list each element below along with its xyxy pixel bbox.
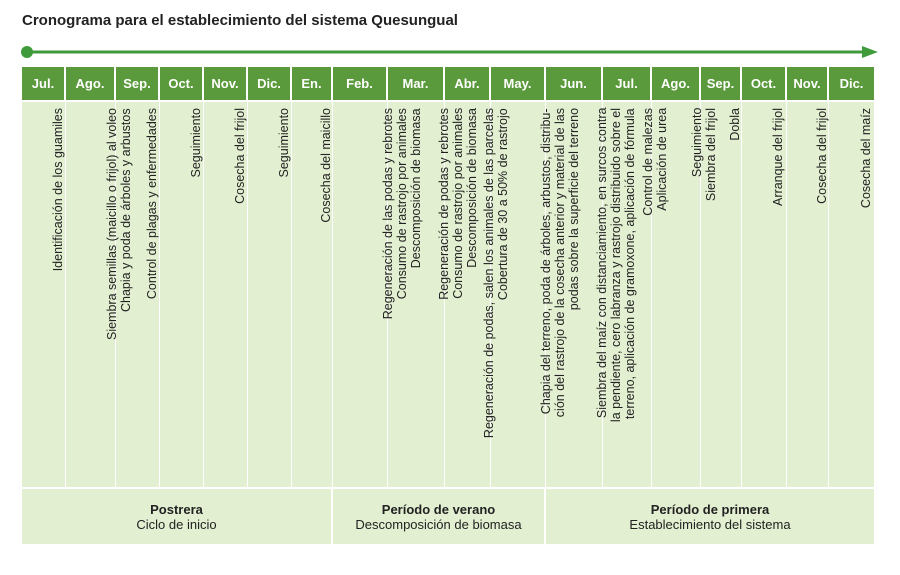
month-header: En.	[292, 67, 333, 100]
month-header: Mar.	[388, 67, 445, 100]
activity-cell	[204, 102, 248, 487]
month-header: Dic.	[248, 67, 292, 100]
month-header: Dic.	[839, 76, 864, 91]
month-header: Jul.	[603, 67, 652, 100]
activity-cell	[829, 102, 874, 487]
periods-row	[22, 489, 874, 544]
activity-text: Siembra del maíz con distanciamiento, en surcos contra la pendiente, cero labranza y rastrojo distribuido sobre el terreno, aplicación de gramoxone, aplicación de fórmula	[595, 108, 637, 423]
period-subtitle: Ciclo de inicio	[136, 516, 217, 532]
month-header-row	[22, 67, 874, 100]
activity-cell	[491, 102, 581, 487]
activity-text: Chapia del terreno, poda de árboles, arbustos, distribu- ción del rastrojo de la cosecha anterior y material de las podas sobre la superficie del terreno	[539, 108, 581, 418]
activity-cell	[701, 102, 742, 487]
activity-text: Regeneración de podas y rebrotes Consumo de rastrojo por animales Descomposición de biomasa	[437, 108, 479, 300]
activity-text: Cosecha del maicillo	[319, 108, 333, 223]
activity-text: Cosecha del maíz	[858, 108, 873, 209]
activity-cell	[652, 102, 718, 487]
activity-cell	[445, 102, 510, 487]
activity-cell	[292, 102, 333, 487]
month-header: Sep.	[701, 67, 742, 100]
period-name: Período de verano	[381, 501, 496, 517]
month-header: Abr.	[445, 67, 491, 100]
activity-text: Seguimiento	[188, 108, 203, 178]
activity-text: Control de plagas y enfermedades	[144, 108, 159, 300]
period-subtitle: Establecimiento del sistema	[629, 516, 791, 532]
period-subtitle: Descomposición de biomasa	[355, 516, 522, 532]
activity-cell	[116, 102, 160, 487]
month-header: Jul.	[22, 67, 66, 100]
month-header: May.	[491, 67, 546, 100]
activity-cell	[603, 102, 669, 487]
month-header: Nov.	[204, 67, 248, 100]
month-header: Oct.	[160, 67, 204, 100]
activity-text: Dobla	[728, 108, 742, 141]
activities-row	[22, 102, 874, 487]
activity-text: Seguimiento Siembra del frijol	[690, 108, 718, 202]
activity-text: Siembra semillas (maicillo o frijol) al voleo Chapia y poda de árboles y arbustos	[104, 108, 133, 341]
activity-cell	[787, 102, 829, 487]
activity-cell	[160, 102, 204, 487]
activity-cell	[742, 102, 787, 487]
activity-text: Seguimiento	[276, 108, 291, 178]
page-title: Cronograma para el establecimiento del sistema Quesungual	[22, 12, 458, 29]
activity-text: Identificación de los guamiles	[50, 108, 65, 272]
activity-cell	[333, 102, 423, 487]
month-header: Nov.	[787, 67, 829, 100]
activity-text: Cosecha del frijol	[814, 108, 829, 204]
activity-cell	[388, 102, 479, 487]
activity-text: Control de malezas Aplicación de urea	[641, 108, 669, 216]
activity-text: Regeneración de podas, salen los animales de las parcelas Cobertura de 30 a 50% de rastrojo	[481, 108, 510, 439]
month-header: Sep.	[116, 67, 160, 100]
activity-cell	[22, 102, 66, 487]
period-cell	[333, 489, 546, 544]
period-cell	[546, 489, 874, 544]
activity-text: Cosecha del frijol	[232, 108, 247, 204]
period-name: Período de primera	[650, 501, 770, 517]
activity-cell	[66, 102, 133, 487]
period-name: Postrera	[150, 501, 203, 517]
month-header: Jun.	[546, 67, 603, 100]
period-cell	[22, 489, 333, 544]
timeline-arrow-icon	[20, 44, 880, 60]
schedule-table	[22, 67, 874, 544]
month-header: Ago.	[652, 67, 701, 100]
activity-text: Arranque del frijol	[771, 108, 785, 206]
month-header: Feb.	[333, 67, 388, 100]
month-header: Ago.	[66, 67, 116, 100]
activity-text: Regeneración de las podas y rebrotes Consumo de rastrojo por animales Descomposición de biomasa	[381, 108, 423, 320]
activity-cell	[248, 102, 292, 487]
activity-cell	[546, 102, 637, 487]
month-header: Oct.	[742, 67, 787, 100]
